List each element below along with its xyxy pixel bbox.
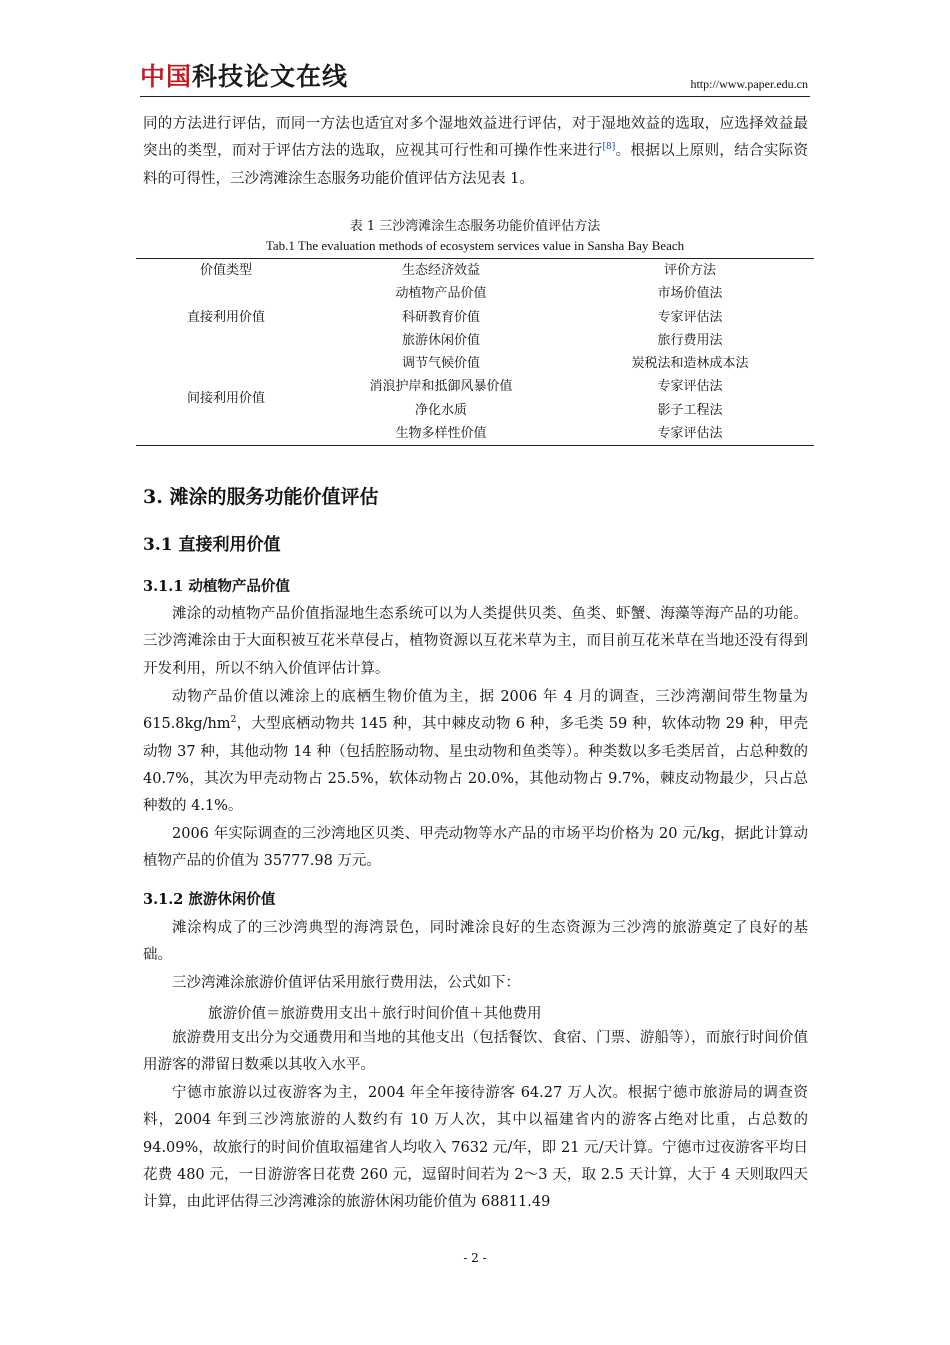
body-paragraph: 滩涂的动植物产品价值指湿地生态系统可以为人类提供贝类、鱼类、虾蟹、海藻等海产品的功能。三沙湾滩涂由于大面积被互花米草侵占，植物资源以互花米草为主，而目前互花米草在当地还没有得到开发利用，所以不纳入价值评估计算。 <box>143 606 808 677</box>
table-cell: 影子工程法 <box>657 402 723 418</box>
table-cell: 生物多样性价值 <box>395 426 487 442</box>
body-paragraph: 旅游费用支出分为交通费用和当地的其他支出（包括餐饮、食宿、门票、游船等），而旅行时间价值用游客的滞留日数乘以其收入水平。 <box>143 1030 808 1074</box>
group-cell-direct: 直接利用价值 <box>186 309 265 325</box>
body-paragraph: 2006 年实际调查的三沙湾地区贝类、甲壳动物等水产品的市场平均价格为 20 元/kg，据此计算动植物产品的价值为 35777.98 万元。 <box>143 826 808 870</box>
body-paragraph: 三沙湾滩涂旅游价值评估采用旅行费用法，公式如下： <box>172 975 520 991</box>
section-3-1-heading: 3.1 直接利用价值 <box>143 535 281 555</box>
evaluation-methods-table <box>136 258 814 446</box>
intro-paragraph: 同的方法进行评估，而同一方法也适宜对多个湿地效益进行评估，对于湿地效益的选取，应选择效益最突出的类型，而对于评估方法的选取，应视其可行性和可操作性来进行[8]。根据以上原则，结合实际资料的可得性，三沙湾滩涂生态服务功能价值评估方法见表 1。 <box>143 116 809 187</box>
section-3-heading: 3. 滩涂的服务功能价值评估 <box>143 486 379 508</box>
table-header-row <box>136 259 814 283</box>
table-cell: 市场价值法 <box>657 286 723 302</box>
table-caption-cn: 表 1 三沙湾滩涂生态服务功能价值评估方法 <box>349 219 601 234</box>
page-header <box>140 62 810 97</box>
table-caption-en: Tab.1 The evaluation methods of ecosystem services value in Sansha Bay Beach <box>265 238 685 253</box>
body-paragraph: 动物产品价值以滩涂上的底栖生物价值为主，据 2006 年 4 月的调查，三沙湾潮间带生物量为 $615.8kg/hm^2$，大型底栖动物共 145 种，其中棘皮动物 6 种，多毛类 59 种，软体动物 29 种，甲壳动物 37 种，其他动物 14 种（包括腔肠动物、星虫动物和鱼类等）。种类数以多毛类居首，占总种数的 40.7%，其次为甲壳动物占 25.5%，软体动物占 20.0%，其他动物占 9.7%，棘皮动物最少，只占总种数的 4.1%。 <box>143 689 808 815</box>
table-cell: 动植物产品价值 <box>395 286 487 302</box>
table-header-cell: 生态经济效益 <box>401 263 480 278</box>
body-paragraph: 滩涂构成了的三沙湾典型的海湾景色，同时滩涂良好的生态资源为三沙湾的旅游奠定了良好的基础。 <box>143 920 808 964</box>
citation-link[interactable]: [8] <box>602 142 616 153</box>
table-header-cell: 评价方法 <box>663 263 716 278</box>
table-cell: 专家评估法 <box>657 426 723 442</box>
group-cell-indirect: 间接利用价值 <box>186 391 265 407</box>
table-row <box>136 282 814 305</box>
table-row <box>136 352 814 375</box>
page-number: - 2 - <box>463 1251 487 1265</box>
table-cell: 专家评估法 <box>657 309 723 325</box>
site-url[interactable]: http://www.paper.edu.cn <box>690 77 808 91</box>
journal-logo: 中国科技论文在线 <box>140 62 349 91</box>
table-header-cell: 价值类型 <box>199 263 252 278</box>
table-cell: 炭税法和造林成本法 <box>631 356 749 372</box>
section-3-1-1-heading: 3.1.1 动植物产品价值 <box>143 578 290 595</box>
table-cell: 旅行费用法 <box>657 332 723 348</box>
table-cell: 调节气候价值 <box>401 356 480 372</box>
formula: 旅游价值＝旅游费用支出＋旅行时间价值＋其他费用 <box>208 1006 542 1022</box>
table-cell: 旅游休闲价值 <box>401 332 480 348</box>
table-cell: 科研教育价值 <box>401 309 480 325</box>
body-paragraph: 宁德市旅游以过夜游客为主，2004 年全年接待游客 64.27 万人次。根据宁德市旅游局的调查资料，2004 年到三沙湾旅游的人数约有 10 万人次，其中以福建省内的游客占绝对比重，占总数的 94.09%，故旅行的时间价值取福建省人均收入 7632 元/年，即 21 元/天计算。宁德市过夜游客平均日花费 480 元，一日游游客日花费 260 元，逗留时间若为 2～3 天，取 2.5 天计算，大于 4 天则取四天计算，由此评估得三沙湾滩涂的旅游休闲功能价值为 68811.49 <box>143 1085 808 1211</box>
table-cell: 净化水质 <box>414 402 467 418</box>
section-3-1-2-heading: 3.1.2 旅游休闲价值 <box>143 891 276 908</box>
table-cell: 消浪护岸和抵御风暴价值 <box>369 379 513 395</box>
table-cell: 专家评估法 <box>657 379 723 395</box>
